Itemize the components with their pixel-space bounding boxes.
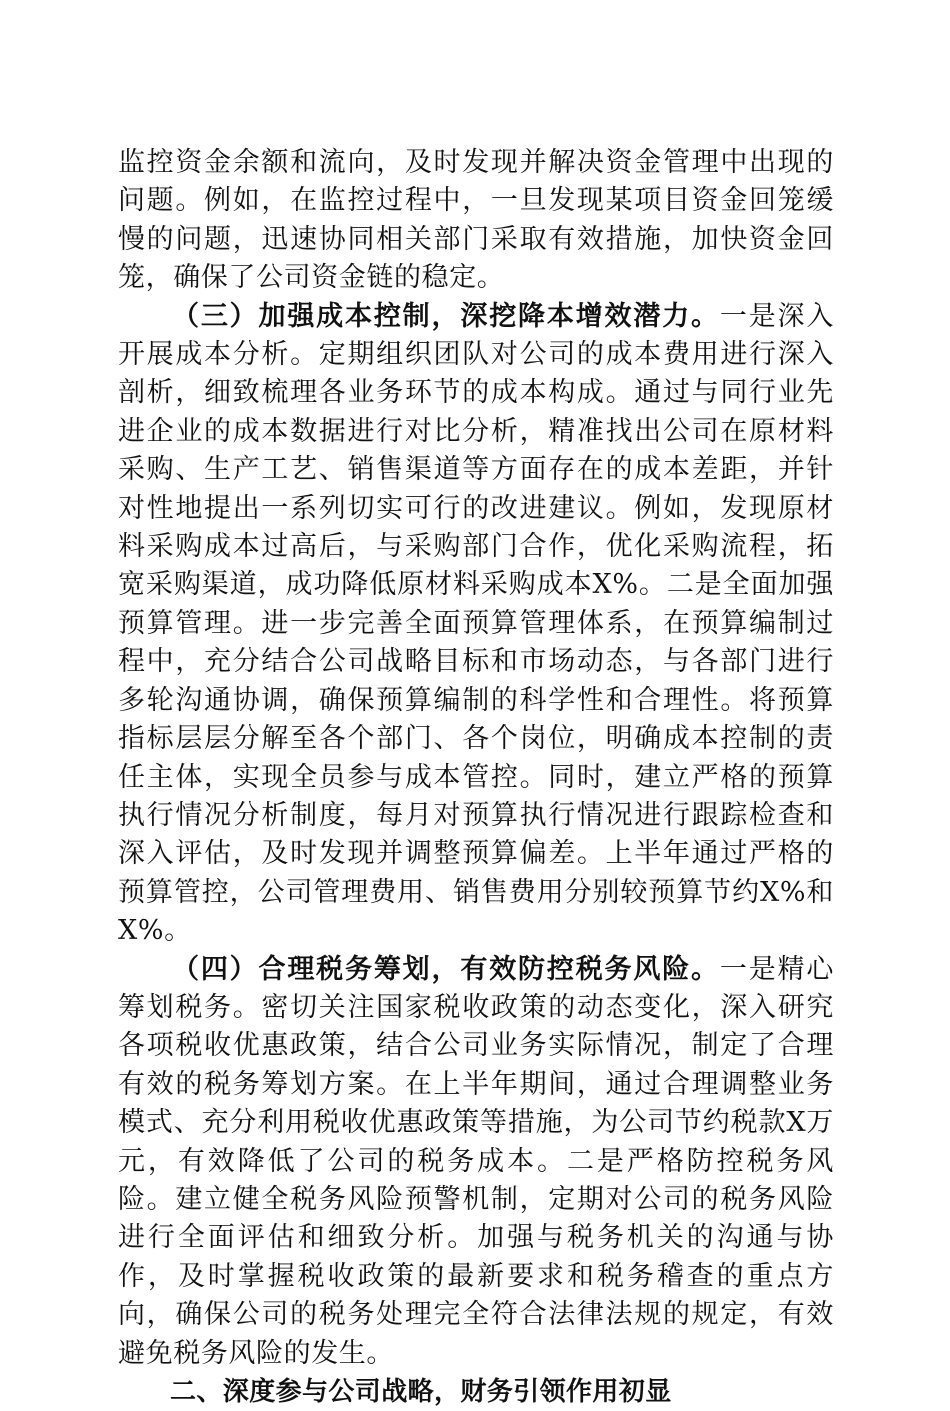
paragraph-text: 一是深入开展成本分析。定期组织团队对公司的成本费用进行深入剖析，细致梳理各业务环节的成本构成。通过与同行业先进企业的成本数据进行对比分析，精准找出公司在原材料采购、生产工艺、销售渠道等方面存在的成本差距，并针对性地提出一系列切实可行的改进建议。例如，发现原材料采购成本过高后，与采购部门合作，优化采购流程，拓宽采购渠道，成功降低原材料采购成本X%。二是全面加强预算管理。进一步完善全面预算管理体系，在预算编制过程中，充分结合公司战略目标和市场动态，与各部门进行多轮沟通协调，确保预算编制的科学性和合理性。将预算指标层层分解至各个部门、各个岗位，明确成本控制的责任主体，实现全员参与成本管控。同时，建立严格的预算执行情况分析制度，每月对预算执行情况进行跟踪检查和深入评估，及时发现并调整预算偏差。上半年通过严格的预算管控，公司管理费用、销售费用分别较预算节约X%和X%。 [118, 300, 834, 947]
section-heading-strategy: 二、深度参与公司战略，财务引领作用初显 [170, 1377, 672, 1407]
section-lead-tax-planning: （四）合理税务筹划，有效防控税务风险。 [172, 953, 720, 985]
paragraph-fund-monitoring [118, 144, 834, 298]
paragraph-text: 一是精心筹划税务。密切关注国家税收政策的动态变化，深入研究各项税收优惠政策，结合公司业务实际情况，制定了合理有效的税务筹划方案。在上半年期间，通过合理调整业务模式、充分利用税收优惠政策等措施，为公司节约税款X万元，有效降低了公司的税务成本。二是严格防控税务风险。建立健全税务风险预警机制，定期对公司的税务风险进行全面评估和细致分析。加强与税务机关的沟通与协作，及时掌握税收政策的最新要求和税务稽查的重点方向，确保公司的税务处理完全符合法律法规的规定，有效避免税务风险的发生。 [118, 953, 834, 1369]
paragraph-cost-control [118, 298, 834, 951]
paragraph-text: 监控资金余额和流向，及时发现并解决资金管理中出现的问题。例如，在监控过程中，一旦发现某项目资金回笼缓慢的问题，迅速协同相关部门采取有效措施，加快资金回笼，确保了公司资金链的稳定。 [118, 147, 834, 294]
document-page [118, 144, 834, 1411]
section-lead-cost-control: （三）加强成本控制，深挖降本增效潜力。 [172, 300, 720, 332]
paragraph-tax-planning [118, 951, 834, 1373]
